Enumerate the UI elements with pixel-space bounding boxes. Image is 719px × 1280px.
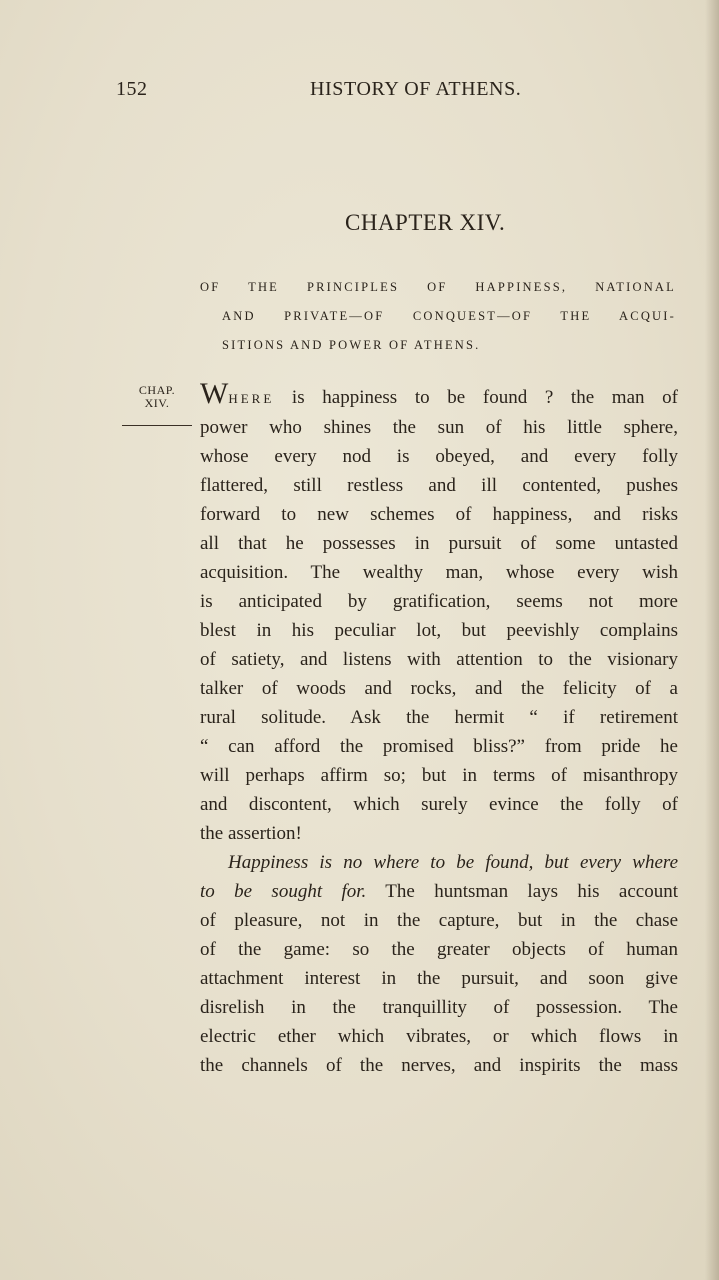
margin-chapter-note xyxy=(132,384,182,410)
text-line: disrelish in the tranquillity of possession. The xyxy=(200,997,678,1018)
text-line: whose every nod is obeyed, and every folly xyxy=(200,446,678,467)
text-line: and discontent, which surely evince the folly of xyxy=(200,794,678,815)
margin-note-line: XIV. xyxy=(144,396,170,410)
text-line: rural solitude. Ask the hermit “ if retirement xyxy=(200,707,678,728)
text-line: power who shines the sun of his little sphere, xyxy=(200,417,678,438)
text-line: the assertion! xyxy=(200,823,302,844)
text-line: of pleasure, not in the capture, but in the chase xyxy=(200,910,678,931)
page-header xyxy=(0,76,719,104)
text-line: talker of woods and rocks, and the felicity of a xyxy=(200,678,678,699)
first-word-smallcaps: HERE xyxy=(228,391,275,406)
italic-maxim: Happiness is no where to be found, but every where xyxy=(228,852,678,873)
text-line: is anticipated by gratification, seems not more xyxy=(200,591,678,612)
subtitle-line: AND PRIVATE—OF CONQUEST—OF THE ACQUI- xyxy=(222,309,676,323)
body-text xyxy=(200,377,679,1080)
text-line: of the game: so the greater objects of human xyxy=(200,939,678,960)
text-line xyxy=(200,877,678,906)
text-line xyxy=(200,377,678,413)
chapter-subtitle xyxy=(200,273,676,360)
initial-letter: W xyxy=(200,377,229,410)
text-line: will perhaps affirm so; but in terms of misanthropy xyxy=(200,765,678,786)
margin-note-line: CHAP. xyxy=(138,383,176,397)
first-line-rest: is happiness to be found ? the man of xyxy=(274,387,678,408)
page-number: 152 xyxy=(116,78,148,100)
text-line: the channels of the nerves, and inspirits the mass xyxy=(200,1055,678,1076)
text-line: of satiety, and listens with attention to the visionary xyxy=(200,649,678,670)
text-line: all that he possesses in pursuit of some untasted xyxy=(200,533,678,554)
subtitle-line: OF THE PRINCIPLES OF HAPPINESS, NATIONAL xyxy=(200,280,676,294)
page-edge-shadow xyxy=(705,0,719,1280)
chapter-title: CHAPTER XIV. xyxy=(345,210,506,235)
text-line: electric ether which vibrates, or which flows in xyxy=(200,1026,678,1047)
italic-maxim-end: to be sought for. xyxy=(200,881,367,902)
text-line xyxy=(200,848,678,877)
text-line: attachment interest in the pursuit, and soon give xyxy=(200,968,678,989)
text-line: flattered, still restless and ill contented, pushes xyxy=(200,475,678,496)
running-head: HISTORY OF ATHENS. xyxy=(310,78,522,100)
text-line: forward to new schemes of happiness, and risks xyxy=(200,504,678,525)
subtitle-line: SITIONS AND POWER OF ATHENS. xyxy=(222,338,481,352)
margin-rule xyxy=(122,425,192,426)
para2-line-rest: The huntsman lays his account xyxy=(366,881,679,902)
text-line: acquisition. The wealthy man, whose every wish xyxy=(200,562,678,583)
text-line: “ can afford the promised bliss?” from pride he xyxy=(200,736,678,757)
text-line: blest in his peculiar lot, but peevishly complains xyxy=(200,620,678,641)
